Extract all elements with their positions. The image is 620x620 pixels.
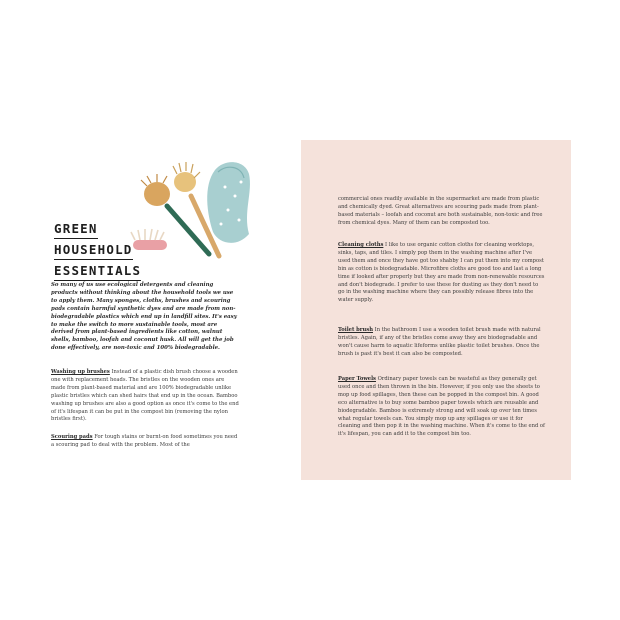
section-heading: Washing up brushes xyxy=(51,369,110,375)
cleaning-cloth-icon xyxy=(207,162,250,243)
section-heading: Paper Towels xyxy=(338,376,376,382)
section-heading: Toilet brush xyxy=(338,327,373,333)
section-text: I like to use organic cotton cloths for cleaning worktops, sinks, taps, and tiles. I simply pop them in the washing machine after I've used them and once they have got too shabby I can put them into my compost bin as cotton is biodegradable. Microfibre cloths are good too and last a long time if looked after properly but they are made from non-renewable resources and don't biodegrade. I prefer to use these for dusting as they don't need to go in the washing machine where they can possibly release fibres into the water supply. xyxy=(338,242,545,304)
scouring-pads-paragraph xyxy=(51,434,239,450)
section-text: Ordinary paper towels can be wasteful as they generally get used once and then thrown in the bin. However, if you only use the sheets to mop up food spillages, then these can be popped in the compost bin. A good eco alternative is to buy some bamboo paper towels which are reusable and biodegradable. Bamboo is extremely strong and will soak up over ten times what regular towels can. You simply mop up any spillages or use it for cleaning and then pop it in the washing machine. When it's come to the end of it's lifespan, you can add it to the compost bin too. xyxy=(338,376,545,438)
title-line: HOUSEHOLD xyxy=(54,241,133,260)
section-heading: Cleaning cloths xyxy=(338,242,384,248)
intro-paragraph: So many of us use ecological detergents and cleaning products without thinking about the household tools we use to apply them. Many sponges, cloths, brushes and scouring pads contain harmful synthetic dyes and are made from non-biodegradable plastics which end up in landfill sites. It's easy to make the switch to more sustainable tools, most are derived from plant-based ingredients like cotton, walnut shells, bamboo, loofah and coconut husk. All will get the job done effectively, are non-toxic and 100% biodegradable. xyxy=(51,282,237,352)
section-heading: Scouring pads xyxy=(51,434,93,440)
section-text: For tough stains or burnt-on food sometimes you need a scouring pad to deal with the problem. Most of the xyxy=(51,434,238,448)
paper-towels-paragraph xyxy=(338,376,546,439)
washing-up-brushes-paragraph xyxy=(51,369,239,424)
section-text: Instead of a plastic dish brush choose a wooden one with replacement heads. The bristles on the wooden ones are made from plant-based material and are 100% biodegradable unlike plastic bristles which can shed hairs that end up in the ocean. Bamboo washing up brushes are also a good option as once it's come to the end of it's lifespan it can be put in the compost bin (removing the nylon bristles first). xyxy=(51,369,239,423)
cleaning-cloths-paragraph xyxy=(338,242,546,305)
section-text: In the bathroom I use a wooden toilet brush made with natural bristles. Again, if any of the bristles come away they are biodegradable and won't cause harm to aquatic lifeforms unlike plastic toilet brushes. Once the brush is past it's best it can also be composted. xyxy=(338,327,541,357)
continuation-paragraph: commercial ones readily available in the supermarket are made from plastic and chemically dyed. Great alternatives are scouring pads made from plant-based materials – loofah and coconut are both sustainable, non-toxic and free from chemical dyes. Many of them can be composted too. xyxy=(338,196,543,226)
title-line: GREEN xyxy=(54,220,98,239)
toilet-brush-paragraph xyxy=(338,327,546,359)
page-title xyxy=(54,220,154,283)
title-line: ESSENTIALS xyxy=(54,262,141,281)
